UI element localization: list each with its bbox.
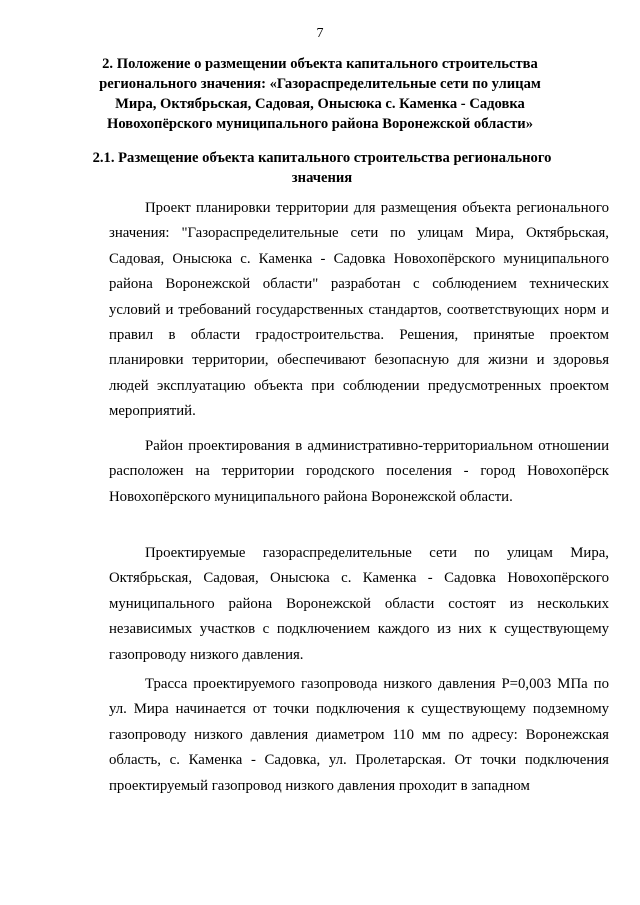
section-heading: 2. Положение о размещении объекта капитального строительства регионального значения: «Газораспределительные сети по улицам Мира, Октябрьская, Садовая, Онысюка с. Каменка - Садовка Новохопёрского муниципального района Воронежской области» — [99, 56, 541, 132]
page-number: 7 — [316, 26, 324, 41]
subsection-heading: 2.1. Размещение объекта капитального строительства регионального значения — [92, 150, 552, 186]
paragraph-design-area: Район проектирования в административно-территориальном отношении расположен на территории городского поселения - город Новохопёрск Новохопёрского муниципального района Воронежской области. — [109, 438, 609, 505]
paragraph-gas-networks: Проектируемые газораспределительные сети по улицам Мира, Октябрьская, Садовая, Онысюка с. Каменка - Садовка Новохопёрского муниципального района Воронежской области состоят из нескольких независимых участков с подключением каждого из них к существующему газопроводу низкого давления. — [109, 545, 609, 663]
paragraph-pipeline-route: Трасса проектируемого газопровода низкого давления Р=0,003 МПа по ул. Мира начинается от точки подключения к существующему подземному газопроводу низкого давления диаметром 110 мм по адресу: Воронежская область, с. Каменка - Садовка, ул. Пролетарская. От точки подключения проектируемый газопровод низкого давления проходит в западном — [109, 676, 609, 794]
paragraph-project-plan: Проект планировки территории для размещения объекта регионального значения: "Газораспределительные сети по улицам Мира, Октябрьская, Садовая, Онысюка с. Каменка - Садовка Новохопёрского муниципального района Воронежской области" разработан с соблюдением технических условий и требований государственных стандартов, соответствующих норм и правил в области градостроительства. Решения, принятые проектом планировки территории, обеспечивают безопасную для жизни и здоровья людей эксплуатацию объекта при соблюдении предусмотренных проектом мероприятий. — [109, 200, 609, 420]
